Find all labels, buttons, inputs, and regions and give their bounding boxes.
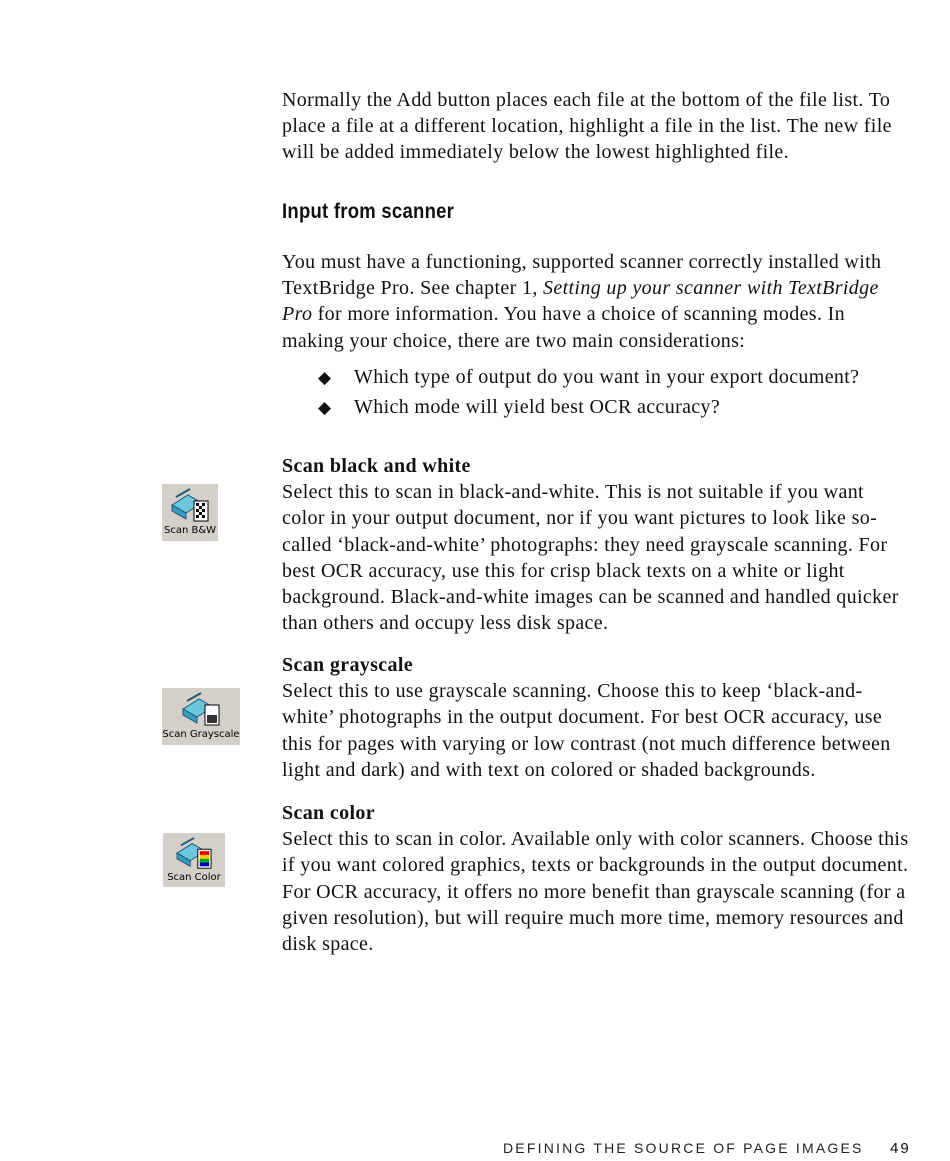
section-scan-bw (282, 453, 912, 636)
scanner-bw-icon (168, 487, 212, 525)
section-body: Select this to scan in black-and-white. This is not suitable if you want color in your output document, nor if you want pictures to look like so-called ‘black-and-white’ photographs: they need grayscale scanning. For best OCR accuracy, use this for crisp black texts on a white or light background. Black-and-white images can be scanned and handled quicker than others and occupy less disk space. (282, 481, 899, 635)
section-body: Select this to use grayscale scanning. Choose this to keep ‘black-and-white’ photographs in the output document. For best OCR accuracy, use this for pages with varying or low contrast (not much difference between light and dark) and with text on colored or shaded backgrounds. (282, 680, 891, 781)
icon-label: Scan B&W (163, 525, 217, 536)
scan-grayscale-button[interactable] (162, 688, 240, 745)
section-heading: Input from scanner (282, 200, 455, 223)
scan-color-button[interactable] (163, 833, 225, 887)
diamond-bullet-icon: ◆ (318, 368, 332, 387)
intro-paragraph: Normally the Add button places each file at the bottom of the file list. To place a file at a different location, highlight a file in the list. The new file will be added immediately below the lowest highlighted file. (282, 89, 892, 164)
bullet-item (318, 366, 859, 389)
section-scan-color (282, 800, 912, 957)
section-scan-grayscale (282, 652, 912, 783)
icon-label: Scan Color (167, 872, 221, 883)
scanner-grayscale-icon (179, 691, 223, 729)
text: You must have a functioning, supported scanner correctly installed with TextBridge Pro. See chapter 1, (282, 251, 882, 300)
section-title: Scan grayscale (282, 654, 413, 676)
scanner-paragraph (282, 249, 912, 354)
section-title: Scan color (282, 802, 375, 824)
icon-label: Scan Grayscale (162, 729, 240, 740)
section-title: Scan black and white (282, 455, 471, 477)
section-body: Select this to scan in color. Available only with color scanners. Choose this if you want colored graphics, texts or backgrounds in the output document. For OCR accuracy, it offers no more benefit than grayscale scanning (for a given resolution), but will require much more time, memory resources and disk space. (282, 828, 909, 956)
bullet-item (318, 396, 720, 419)
running-footer: DEFINING THE SOURCE OF PAGE IMAGES (503, 1140, 864, 1156)
bullet-text: Which type of output do you want in your export document? (354, 366, 860, 388)
chapter-reference: Setting up your scanner with TextBridge Pro (282, 277, 879, 326)
scanner-color-icon (172, 836, 216, 872)
page-number: 49 (890, 1140, 911, 1157)
text: for more information. You have a choice of scanning modes. In making your choice, there are two main considerations: (282, 303, 845, 352)
bullet-text: Which mode will yield best OCR accuracy? (354, 396, 721, 418)
scan-bw-button[interactable] (162, 484, 218, 541)
diamond-bullet-icon: ◆ (318, 398, 332, 417)
